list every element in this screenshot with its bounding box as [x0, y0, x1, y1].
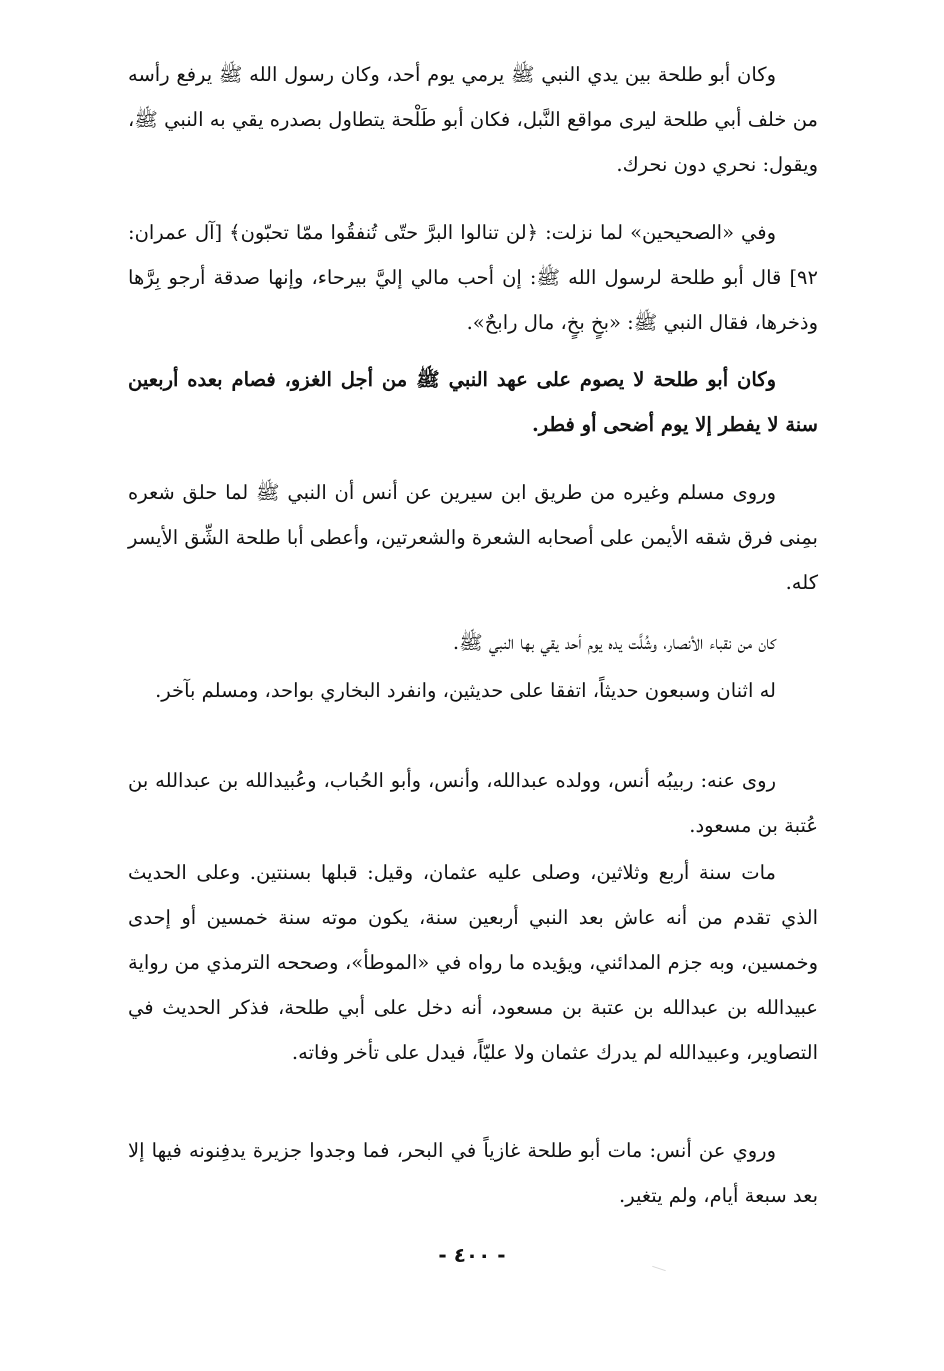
paragraph-text: وفي «الصحيحين» لما نزلت: ﴿لن تنالوا البرَّ حتّى تُنفقُوا ممّا تحبّون﴾ [آل عمران: ٩٢] قال أبو طلحة لرسول الله ﷺ: إن أحب مالي إليَّ بيرحاء، وإنها صدقة أرجو بِرَّها وذخرها، فقال النبي ﷺ: «بخٍ بخٍ، مال رابحٌ».: [128, 221, 818, 334]
paragraph-abu-talha-uhud: [128, 52, 818, 187]
paragraph-narrators: [128, 758, 818, 848]
paragraph-fasting: [128, 357, 818, 447]
paragraph-text: كان من نقباء الأنصار، وشُلَّت يده يوم أحد يقي بها النبي ﷺ.: [452, 631, 776, 654]
paragraph-text: وروي عن أنس: مات أبو طلحة غازياً في البحر، فما وجدوا جزيرة يدفِنونه فيها إلا بعد سبعة أيام، ولم يتغير.: [128, 1139, 818, 1207]
paragraph-nuqaba: [128, 620, 818, 665]
paragraph-text: وروى مسلم وغيره من طريق ابن سيرين عن أنس أن النبي ﷺ لما حلق شعره بمِنى فرق شقه الأيمن على أصحابه الشعرة والشعرتين، وأعطى أبا طلحة الشِّق الأيسر كله.: [128, 481, 818, 594]
paragraph-text: وكان أبو طلحة لا يصوم على عهد النبي ﷺ من أجل الغزو، فصام بعده أربعين سنة لا يفطر إلا يوم أضحى أو فطر.: [128, 368, 818, 436]
paragraph-text: مات سنة أربع وثلاثين، وصلى عليه عثمان، وقيل: قبلها بسنتين. وعلى الحديث الذي تقدم من أنه عاش بعد النبي أربعين سنة، يكون موته سنة خمسين أو إحدى وخمسين، وبه جزم المدائني، ويؤيده ما رواه في «الموطأ»، وصححه الترمذي من رواية عبيدالله بن عبدالله بن عتبة بن مسعود، أنه دخل على أبي طلحة، فذكر الحديث في التصاوير، وعبيدالله لم يدرك عثمان ولا عليّاً، فيدل على تأخر وفاته.: [128, 861, 818, 1064]
paragraph-text: وكان أبو طلحة بين يدي النبي ﷺ يرمي يوم أحد، وكان رسول الله ﷺ يرفع رأسه من خلف أبي طلحة ليرى مواقع النَّبل، فكان أبو طَلْحة يتطاول بصدره يقي به النبي ﷺ، ويقول: نحري دون نحرك.: [128, 63, 818, 176]
paragraph-text: له اثنان وسبعون حديثاً، اتفقا على حديثين، وانفرد البخاري بواحد، ومسلم بآخر.: [155, 679, 776, 702]
paragraph-death: [128, 850, 818, 1075]
page-number: - ٤٠٠ -: [438, 1243, 506, 1267]
paragraph-sea-death: [128, 1128, 818, 1218]
paragraph-muslim-narration: [128, 470, 818, 605]
paragraph-text: روى عنه: ربيبُه أنس، وولده عبدالله، وأنس، وأبو الحُباب، وعُبيدالله بن عبدالله بن عُتبة بن مسعود.: [128, 769, 818, 837]
paragraph-hadith-count: [128, 668, 818, 713]
paragraph-sahihayn-verse: [128, 210, 818, 345]
